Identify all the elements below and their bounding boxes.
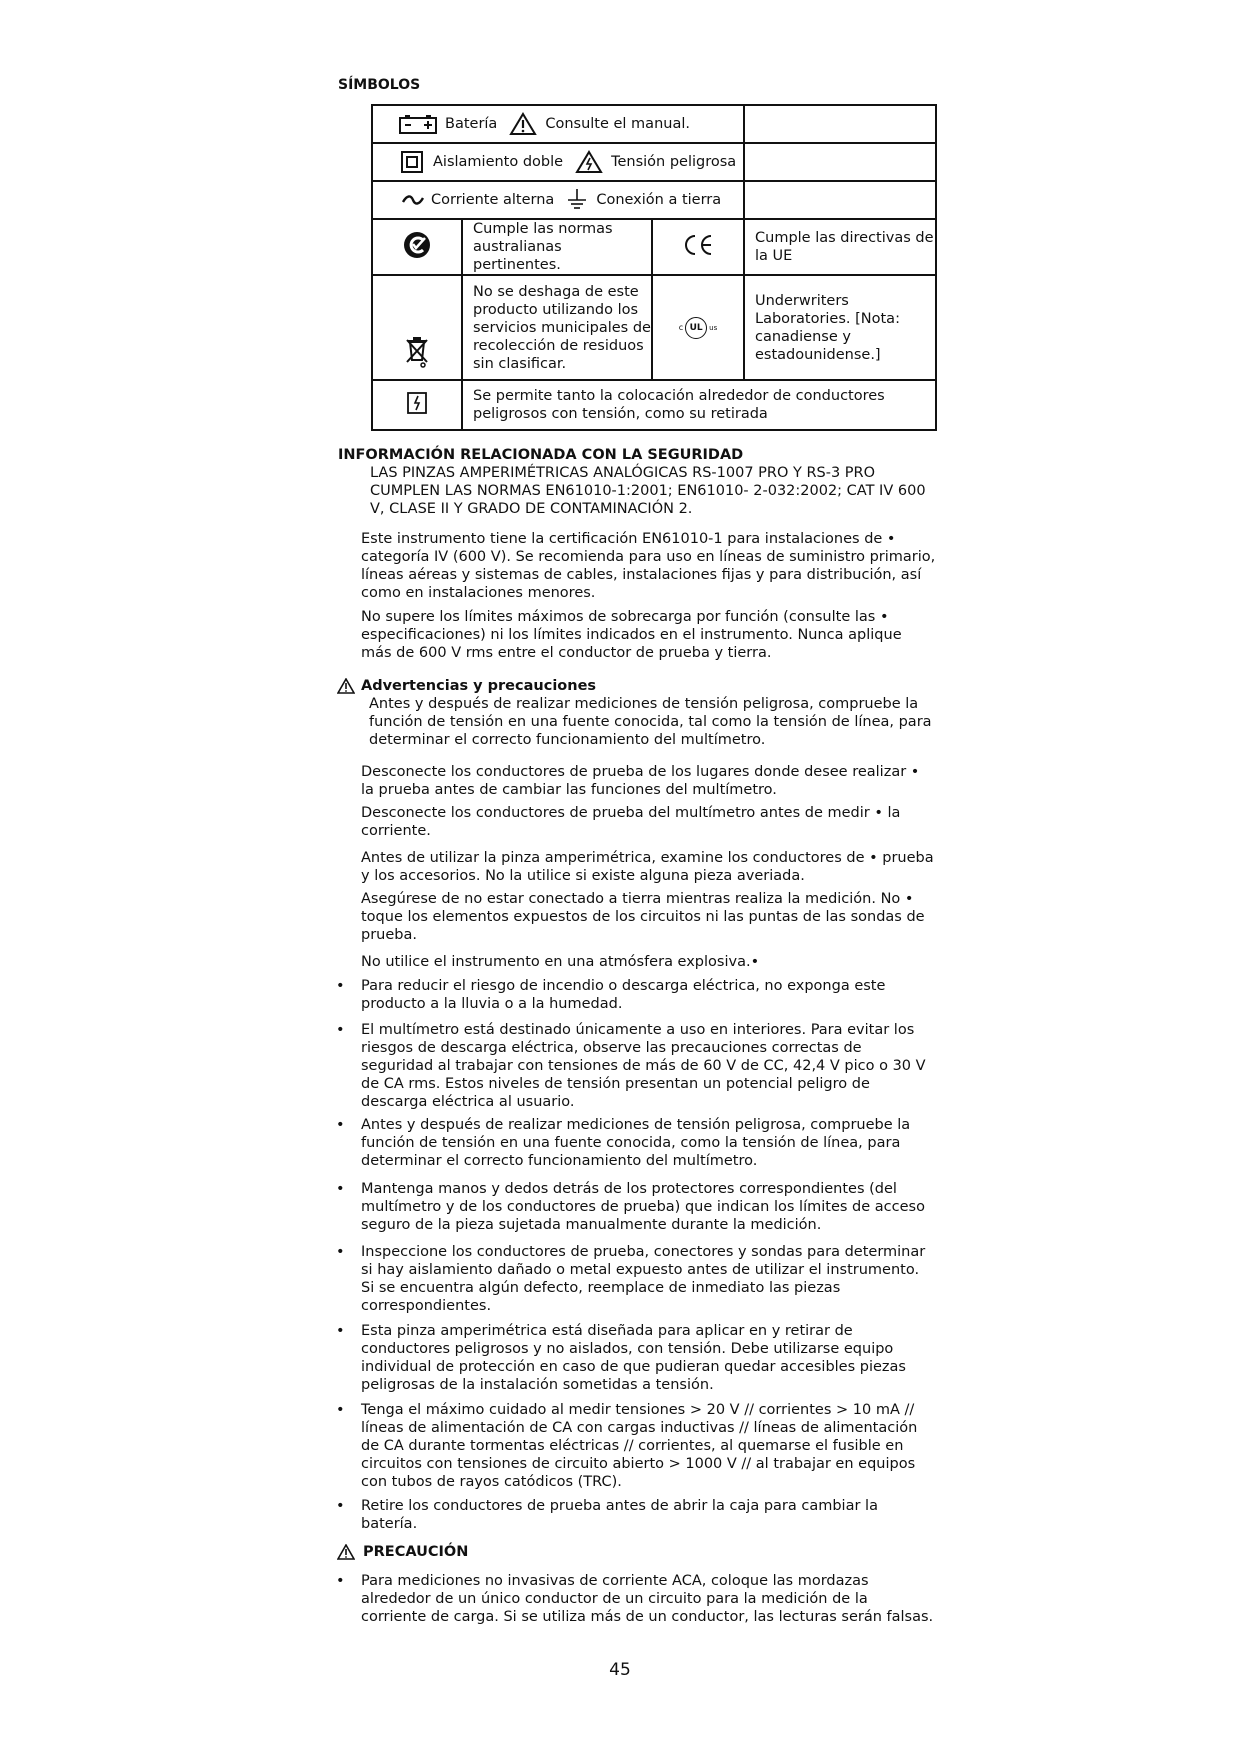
empty-cell — [744, 181, 936, 219]
safety-section — [338, 446, 938, 518]
list-item-text: Mantenga manos y dedos detrás de los protectores correspondientes (del multímetro y de los conductores de prueba) que indican los límites de acceso seguro de la pieza sujetada manualmente durante la medición. — [361, 1181, 925, 1233]
bullet-dot: • — [336, 1117, 345, 1133]
clamp-symbol-cell — [372, 380, 462, 430]
bullet-dot: • — [336, 1573, 345, 1589]
ground-icon — [566, 188, 588, 212]
empty-cell — [744, 105, 936, 143]
warnings-section — [337, 677, 937, 749]
safety-standards: LAS PINZAS AMPERIMÉTRICAS ANALÓGICAS RS-1007 PRO Y RS-3 PRO CUMPLEN LAS NORMAS EN61010-1:2001; EN61010- 2-032:2002; CAT IV 600 V, CLASE II Y GRADO DE CONTAMINACIÓN 2. — [370, 465, 926, 517]
ce-cell — [652, 219, 744, 275]
safety-heading: INFORMACIÓN RELACIONADA CON LA SEGURIDAD — [338, 447, 744, 463]
warnings-paragraph-1: Desconecte los conductores de prueba de los lugares donde desee realizar • la prueba antes de cambiar las funciones del multímetro. — [361, 764, 920, 798]
weee-text: No se deshaga de este producto utilizando los servicios municipales de recolección de residuos sin clasificar. — [462, 275, 652, 380]
weee-bin-icon — [405, 336, 429, 368]
ul-cell — [652, 275, 744, 380]
list-item-text: Tenga el máximo cuidado al medir tensiones > 20 V // corrientes > 10 mA // líneas de alimentación de CA con cargas inductivas // líneas de alimentación de CA durante tormentas eléctricas // corrientes, al quemarse el fusible en circuitos con tensiones de circuito abierto > 1000 V // al trabajar en equipos con tubos de rayos catódicos (TRC). — [361, 1402, 918, 1490]
row-insulation-voltage — [372, 143, 744, 181]
caution-heading: PRECAUCIÓN — [363, 1544, 469, 1560]
weee-cell — [372, 275, 462, 380]
live-conductor-icon — [407, 392, 427, 414]
ul-logo — [679, 317, 718, 339]
clamp-text: Se permite tanto la colocación alrededor de conductores peligrosos con tensión, como su retirada — [462, 380, 936, 430]
list-item-text: Inspeccione los conductores de prueba, conectores y sondas para determinar si hay aislamiento dañado o metal expuesto antes de utilizar el instrumento. Si se encuentra algún defecto, reemplace de inmediato las piezas correspondientes. — [361, 1244, 926, 1314]
bullet-dot: • — [336, 1323, 345, 1339]
ctick-cell — [372, 219, 462, 275]
row-ac-ground — [372, 181, 744, 219]
warnings-paragraph-4: Asegúrese de no estar conectado a tierra mientras realiza la medición. No • toque los elementos expuestos de los circuitos ni las puntas de las sondas de prueba. — [361, 891, 925, 943]
list-item — [336, 1021, 936, 1111]
ce-mark-icon — [681, 234, 715, 256]
list-item — [336, 1180, 936, 1234]
ac-label: Corriente alterna — [431, 192, 555, 208]
row-battery-manual — [372, 105, 744, 143]
warnings-paragraph-5: No utilice el instrumento en una atmósfera explosiva.• — [361, 954, 760, 970]
warning-icon — [509, 112, 537, 136]
list-item — [336, 1497, 936, 1533]
manual-label: Consulte el manual. — [545, 116, 690, 132]
warnings-paragraph-3: Antes de utilizar la pinza amperimétrica, examine los conductores de • prueba y los accesorios. No la utilice si existe alguna pieza averiada. — [361, 850, 934, 884]
ul-c-mark: c — [678, 322, 684, 332]
bullet-dot: • — [336, 1022, 345, 1038]
high-voltage-label: Tensión peligrosa — [611, 154, 737, 170]
warning-icon — [337, 1544, 355, 1560]
list-item — [336, 977, 936, 1013]
ac-icon — [401, 194, 425, 206]
list-item-text: El multímetro está destinado únicamente a uso en interiores. Para evitar los riesgos de descarga eléctrica, observe las precauciones correctas de seguridad al trabajar con tensiones de más de 60 V de CC, 42,4 V pico o 30 V de CA rms. Estos niveles de tensión presentan un potencial peligro de descarga eléctrica al usuario. — [361, 1022, 926, 1110]
symbols-heading: SÍMBOLOS — [338, 77, 421, 93]
ul-us-mark: us — [709, 323, 718, 332]
list-item-text: Retire los conductores de prueba antes de abrir la caja para cambiar la batería. — [361, 1498, 878, 1532]
ground-label: Conexión a tierra — [596, 192, 722, 208]
list-item — [336, 1116, 936, 1170]
ctick-icon — [403, 231, 431, 259]
ctick-text: Cumple las normas australianas pertinentes. — [462, 219, 652, 275]
list-item-text: Esta pinza amperimétrica está diseñada para aplicar en y retirar de conductores peligrosos y no aislados, con tensión. Debe utilizarse equipo individual de protección en caso de que pudieran quedar accesibles piezas peligrosas de la instalación sometidas a tensión. — [361, 1323, 906, 1393]
double-insulation-icon — [401, 151, 423, 173]
bullet-dot: • — [336, 1402, 345, 1418]
list-item-text: Para reducir el riesgo de incendio o descarga eléctrica, no exponga este producto a la lluvia o a la humedad. — [361, 978, 886, 1012]
list-item — [336, 1572, 936, 1626]
safety-paragraph-1: Este instrumento tiene la certificación EN61010-1 para instalaciones de • categoría IV (600 V). Se recomienda para uso en líneas de suministro primario, líneas aéreas y sistemas de cables, instalaciones fijas y para distribución, así como en instalaciones menores. — [361, 531, 936, 601]
page-number: 45 — [609, 1660, 631, 1680]
bullet-dot: • — [336, 1181, 345, 1197]
battery-icon — [399, 114, 437, 134]
bullet-dot: • — [336, 978, 345, 994]
high-voltage-icon — [575, 150, 603, 174]
symbols-table — [371, 104, 937, 431]
warnings-heading: Advertencias y precauciones — [361, 678, 597, 694]
ul-text: Underwriters Laboratories. [Nota: canadiense y estadounidense.] — [744, 275, 936, 380]
list-item — [336, 1322, 936, 1394]
empty-cell — [744, 143, 936, 181]
safety-paragraph-2: No supere los límites máximos de sobrecarga por función (consulte las • especificaciones) ni los límites indicados en el instrumento. Nunca aplique más de 600 V rms entre el conductor de prueba y tierra. — [361, 609, 902, 661]
warnings-intro: Antes y después de realizar mediciones de tensión peligrosa, compruebe la función de tensión en una fuente conocida, tal como la tensión de línea, para determinar el correcto funcionamiento del multímetro. — [369, 696, 932, 748]
battery-label: Batería — [445, 116, 498, 132]
ul-mark-icon: UL — [685, 317, 707, 339]
list-item-text: Antes y después de realizar mediciones de tensión peligrosa, compruebe la función de tensión en una fuente conocida, como la tensión de línea, para determinar el correcto funcionamiento del multímetro. — [361, 1117, 911, 1169]
list-item-text: Para mediciones no invasivas de corriente ACA, coloque las mordazas alrededor de un único conductor de un circuito para la medición de la corriente de carga. Si se utiliza más de un conductor, las lecturas serán falsas. — [361, 1573, 934, 1625]
warnings-paragraph-2: Desconecte los conductores de prueba del multímetro antes de medir • la corriente. — [361, 805, 901, 839]
warning-icon — [337, 678, 355, 694]
list-item — [336, 1243, 936, 1315]
double-insulation-label: Aislamiento doble — [433, 154, 564, 170]
ce-text: Cumple las directivas de la UE — [744, 219, 936, 275]
bullet-dot: • — [336, 1498, 345, 1514]
caution-section — [337, 1543, 937, 1561]
list-item — [336, 1401, 936, 1491]
bullet-dot: • — [336, 1244, 345, 1260]
